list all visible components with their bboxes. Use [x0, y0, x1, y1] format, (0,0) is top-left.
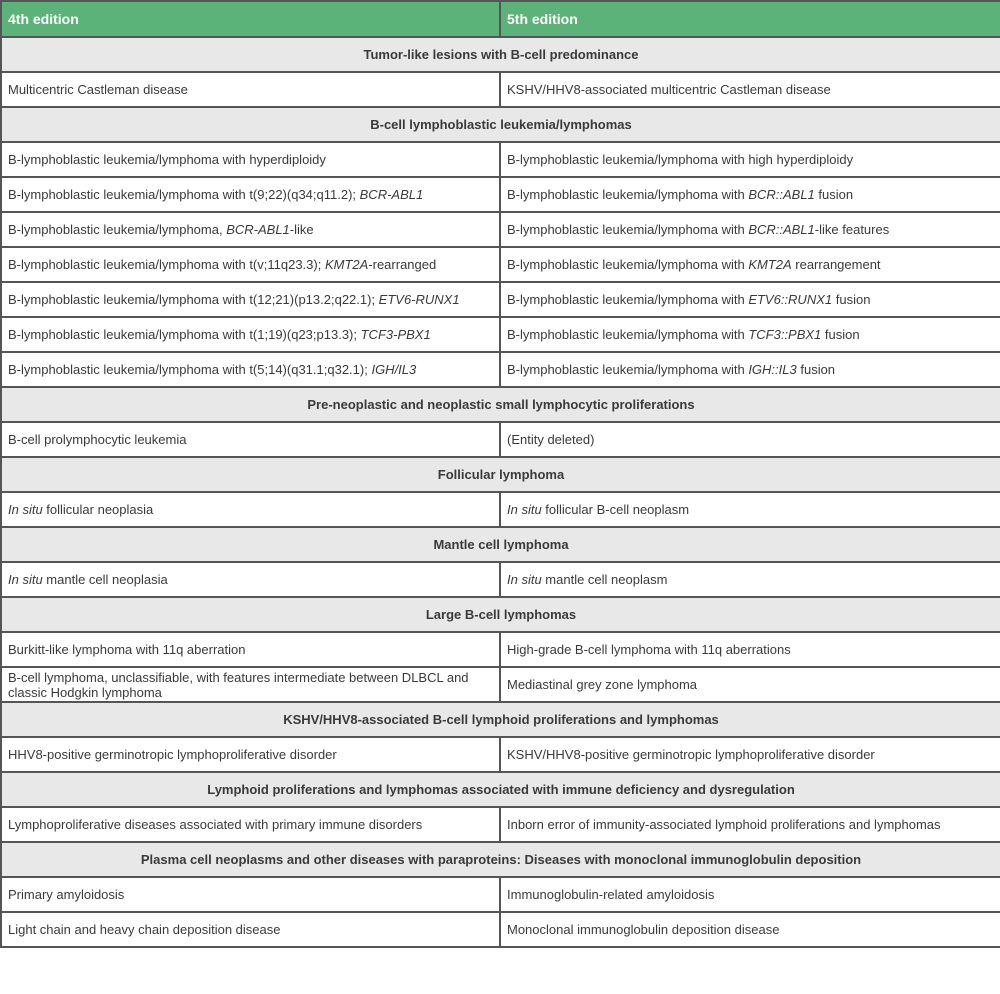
cell-4th-edition: [1, 212, 500, 247]
cell-4th-edition: [1, 737, 500, 772]
text-segment: B-cell prolymphocytic leukemia: [8, 432, 187, 447]
table-row: [1, 177, 1000, 212]
text-segment: Immunoglobulin-related amyloidosis: [507, 887, 715, 902]
cell-4th-edition: [1, 632, 500, 667]
text-segment: -like features: [814, 222, 890, 237]
text-segment: B-lymphoblastic leukemia/lymphoma with t(v;11q23.3);: [8, 257, 325, 272]
text-segment: B-lymphoblastic leukemia/lymphoma,: [8, 222, 227, 237]
cell-5th-edition: [500, 422, 1000, 457]
section-header-row: [1, 107, 1000, 142]
italic-term: ETV6-RUNX1: [378, 292, 460, 307]
text-segment: -like: [289, 222, 314, 237]
italic-term: TCF3-PBX1: [360, 327, 431, 342]
text-segment: Lymphoproliferative diseases associated with primary immune disorders: [8, 817, 423, 832]
cell-4th-edition: [1, 492, 500, 527]
italic-term: In situ: [8, 502, 43, 517]
text-segment: B-lymphoblastic leukemia/lymphoma with: [507, 362, 749, 377]
text-segment: Primary amyloidosis: [8, 887, 125, 902]
text-segment: Multicentric Castleman disease: [8, 82, 188, 97]
text-segment: Light chain and heavy chain deposition disease: [8, 922, 281, 937]
cell-5th-edition: [500, 667, 1000, 702]
text-segment: High-grade B-cell lymphoma with 11q aberrations: [507, 642, 791, 657]
cell-5th-edition: [500, 562, 1000, 597]
italic-term: TCF3::PBX1: [748, 327, 822, 342]
cell-5th-edition: [500, 212, 1000, 247]
cell-4th-edition: [1, 562, 500, 597]
table-row: [1, 142, 1000, 177]
italic-term: BCR-ABL1: [359, 187, 424, 202]
section-header-row: [1, 597, 1000, 632]
cell-4th-edition: [1, 177, 500, 212]
text-segment: KSHV/HHV8-positive germinotropic lymphoproliferative disorder: [507, 747, 875, 762]
italic-term: In situ: [507, 502, 542, 517]
cell-5th-edition: [500, 737, 1000, 772]
cell-5th-edition: [500, 317, 1000, 352]
text-segment: Burkitt-like lymphoma with 11q aberration: [8, 642, 246, 657]
table-row: [1, 667, 1000, 702]
cell-4th-edition: [1, 807, 500, 842]
text-segment: B-lymphoblastic leukemia/lymphoma with high hyperdiploidy: [507, 152, 854, 167]
italic-term: BCR-ABL1: [226, 222, 290, 237]
cell-5th-edition: [500, 807, 1000, 842]
table-row: [1, 632, 1000, 667]
section-header-row: [1, 457, 1000, 492]
text-segment: fusion: [796, 362, 836, 377]
section-title: Tumor-like lesions with B-cell predominance: [1, 37, 1000, 72]
table-row: [1, 247, 1000, 282]
text-segment: follicular B-cell neoplasm: [541, 502, 690, 517]
text-segment: Mediastinal grey zone lymphoma: [507, 677, 698, 692]
italic-term: BCR::ABL1: [748, 222, 815, 237]
table-row: [1, 422, 1000, 457]
text-segment: B-lymphoblastic leukemia/lymphoma with: [507, 292, 749, 307]
header-4th-edition: 4th edition: [1, 1, 500, 37]
section-title: Pre-neoplastic and neoplastic small lymphocytic proliferations: [1, 387, 1000, 422]
text-segment: (Entity deleted): [507, 432, 595, 447]
cell-4th-edition: [1, 352, 500, 387]
cell-4th-edition: [1, 247, 500, 282]
table-row: [1, 807, 1000, 842]
text-segment: B-lymphoblastic leukemia/lymphoma with t(5;14)(q31.1;q32.1);: [8, 362, 372, 377]
text-segment: rearrangement: [791, 257, 881, 272]
text-segment: fusion: [832, 292, 871, 307]
cell-4th-edition: [1, 317, 500, 352]
header-row: [1, 1, 1000, 37]
text-segment: KSHV/HHV8-associated multicentric Castleman disease: [507, 82, 831, 97]
cell-4th-edition: [1, 72, 500, 107]
cell-5th-edition: [500, 352, 1000, 387]
text-segment: B-lymphoblastic leukemia/lymphoma with t(1;19)(q23;p13.3);: [8, 327, 361, 342]
section-title: Mantle cell lymphoma: [1, 527, 1000, 562]
text-segment: B-cell lymphoma, unclassifiable, with features intermediate between DLBCL and classic Hodgkin lymphoma: [8, 669, 469, 700]
section-header-row: [1, 387, 1000, 422]
text-segment: B-lymphoblastic leukemia/lymphoma with hyperdiploidy: [8, 152, 326, 167]
table-row: [1, 737, 1000, 772]
italic-term: KMT2A: [748, 257, 792, 272]
text-segment: B-lymphoblastic leukemia/lymphoma with: [507, 187, 749, 202]
section-title: Lymphoid proliferations and lymphomas associated with immune deficiency and dysregulation: [1, 772, 1000, 807]
italic-term: IGH::IL3: [748, 362, 797, 377]
italic-term: KMT2A: [324, 257, 369, 272]
cell-4th-edition: [1, 912, 500, 947]
text-segment: mantle cell neoplasm: [541, 572, 668, 587]
cell-4th-edition: [1, 422, 500, 457]
table-row: [1, 912, 1000, 947]
cell-5th-edition: [500, 877, 1000, 912]
text-segment: B-lymphoblastic leukemia/lymphoma with t(9;22)(q34;q11.2);: [8, 187, 360, 202]
cell-5th-edition: [500, 142, 1000, 177]
cell-5th-edition: [500, 632, 1000, 667]
cell-4th-edition: [1, 282, 500, 317]
table-row: [1, 492, 1000, 527]
table-row: [1, 72, 1000, 107]
text-segment: B-lymphoblastic leukemia/lymphoma with: [507, 327, 749, 342]
text-segment: B-lymphoblastic leukemia/lymphoma with: [507, 257, 749, 272]
section-title: Follicular lymphoma: [1, 457, 1000, 492]
cell-4th-edition: [1, 667, 500, 702]
text-segment: Inborn error of immunity-associated lymphoid proliferations and lymphomas: [507, 817, 941, 832]
cell-5th-edition: [500, 492, 1000, 527]
section-title: Plasma cell neoplasms and other diseases with paraproteins: Diseases with monoclonal immunoglobulin deposition: [1, 842, 1000, 877]
cell-5th-edition: [500, 282, 1000, 317]
text-segment: follicular neoplasia: [42, 502, 154, 517]
table-row: [1, 212, 1000, 247]
cell-5th-edition: [500, 912, 1000, 947]
text-segment: mantle cell neoplasia: [42, 572, 168, 587]
text-segment: fusion: [821, 327, 860, 342]
section-title: KSHV/HHV8-associated B-cell lymphoid proliferations and lymphomas: [1, 702, 1000, 737]
text-segment: B-lymphoblastic leukemia/lymphoma with: [507, 222, 749, 237]
cell-5th-edition: [500, 247, 1000, 282]
cell-5th-edition: [500, 177, 1000, 212]
cell-5th-edition: [500, 72, 1000, 107]
table-row: [1, 352, 1000, 387]
text-segment: Monoclonal immunoglobulin deposition disease: [507, 922, 780, 937]
table-row: [1, 877, 1000, 912]
section-header-row: [1, 772, 1000, 807]
italic-term: IGH/IL3: [371, 362, 417, 377]
table-row: [1, 562, 1000, 597]
italic-term: In situ: [8, 572, 43, 587]
text-segment: HHV8-positive germinotropic lymphoproliferative disorder: [8, 747, 337, 762]
section-header-row: [1, 527, 1000, 562]
cell-4th-edition: [1, 142, 500, 177]
italic-term: ETV6::RUNX1: [748, 292, 833, 307]
section-header-row: [1, 37, 1000, 72]
table-body: [1, 37, 1000, 947]
table-row: [1, 282, 1000, 317]
section-title: Large B-cell lymphomas: [1, 597, 1000, 632]
text-segment: B-lymphoblastic leukemia/lymphoma with t(12;21)(p13.2;q22.1);: [8, 292, 379, 307]
cell-4th-edition: [1, 877, 500, 912]
text-segment: -rearranged: [368, 257, 437, 272]
section-header-row: [1, 702, 1000, 737]
section-header-row: [1, 842, 1000, 877]
italic-term: In situ: [507, 572, 542, 587]
italic-term: BCR::ABL1: [748, 187, 815, 202]
table-row: [1, 317, 1000, 352]
section-title: B-cell lymphoblastic leukemia/lymphomas: [1, 107, 1000, 142]
text-segment: fusion: [814, 187, 854, 202]
header-5th-edition: 5th edition: [500, 1, 1000, 37]
